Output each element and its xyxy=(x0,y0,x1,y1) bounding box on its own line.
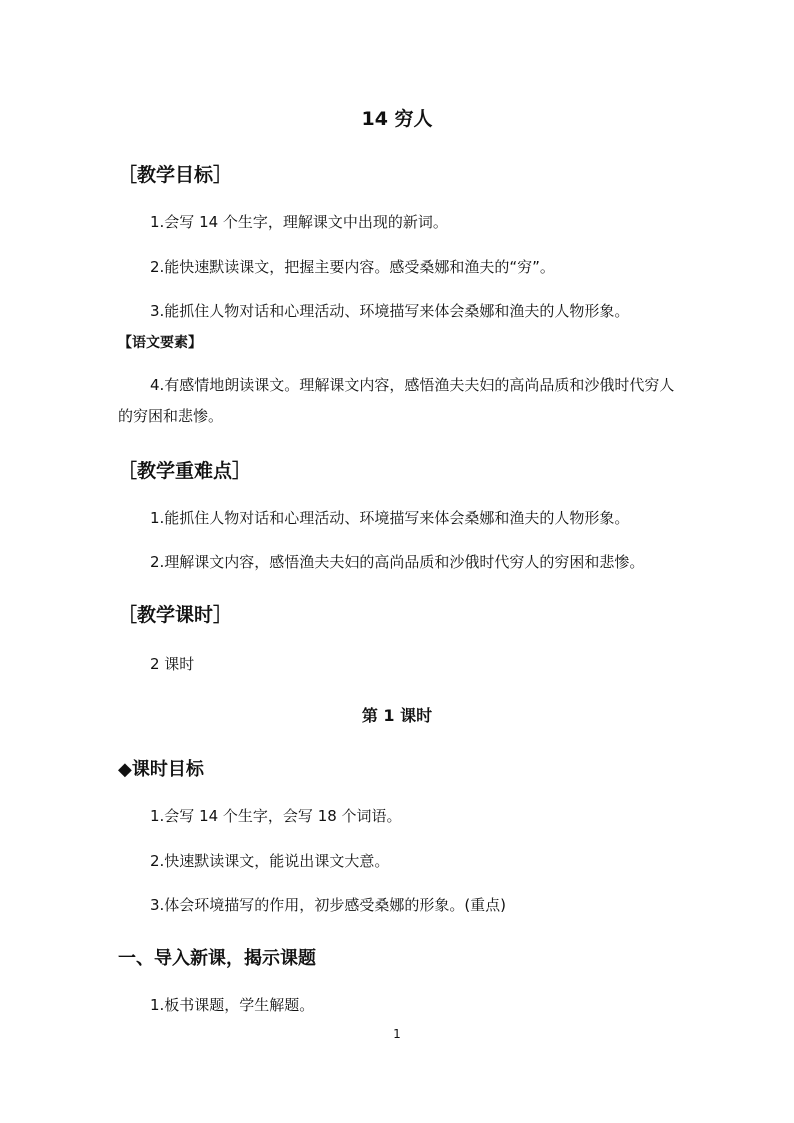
objective-item: 2.能快速默读课文，把握主要内容。感受桑娜和渔夫的“穷”。 xyxy=(150,258,555,276)
lesson-goal-item: 2.快速默读课文，能说出课文大意。 xyxy=(150,852,390,870)
section-item: 1.板书课题，学生解题。 xyxy=(150,996,315,1014)
objective-item: 1.会写 14 个生字，理解课文中出现的新词。 xyxy=(150,213,448,231)
key-point-item: 1.能抓住人物对话和心理活动、环境描写来体会桑娜和渔夫的人物形象。 xyxy=(150,509,630,527)
page-number: 1 xyxy=(393,1027,401,1041)
key-points-heading: ［教学重难点］ xyxy=(118,460,252,482)
lesson-goal-item: 1.会写 14 个生字，会写 18 个词语。 xyxy=(150,807,402,825)
key-point-item: 2.理解课文内容，感悟渔夫夫妇的高尚品质和沙俄时代穷人的穷困和悲惨。 xyxy=(150,553,645,571)
language-elements-heading: 【语文要素】 xyxy=(118,335,202,351)
section-heading: 一、导入新课，揭示课题 xyxy=(118,948,316,969)
document-title: 14 穷人 xyxy=(361,108,433,130)
objective-item: 3.能抓住人物对话和心理活动、环境描写来体会桑娜和渔夫的人物形象。 xyxy=(150,302,630,320)
lesson-title: 第 1 课时 xyxy=(361,706,433,725)
language-elements-item: 4.有感情地朗读课文。理解课文内容，感悟渔夫夫妇的高尚品质和沙俄时代穷人的穷困和悲惨。 xyxy=(118,376,675,425)
objectives-heading: ［教学目标］ xyxy=(118,164,233,186)
lesson-goals-heading: ◆课时目标 xyxy=(118,759,204,780)
periods-heading: ［教学课时］ xyxy=(118,604,233,626)
lesson-goal-item: 3.体会环境描写的作用，初步感受桑娜的形象。(重点) xyxy=(150,896,507,914)
periods-value: 2 课时 xyxy=(150,655,195,673)
